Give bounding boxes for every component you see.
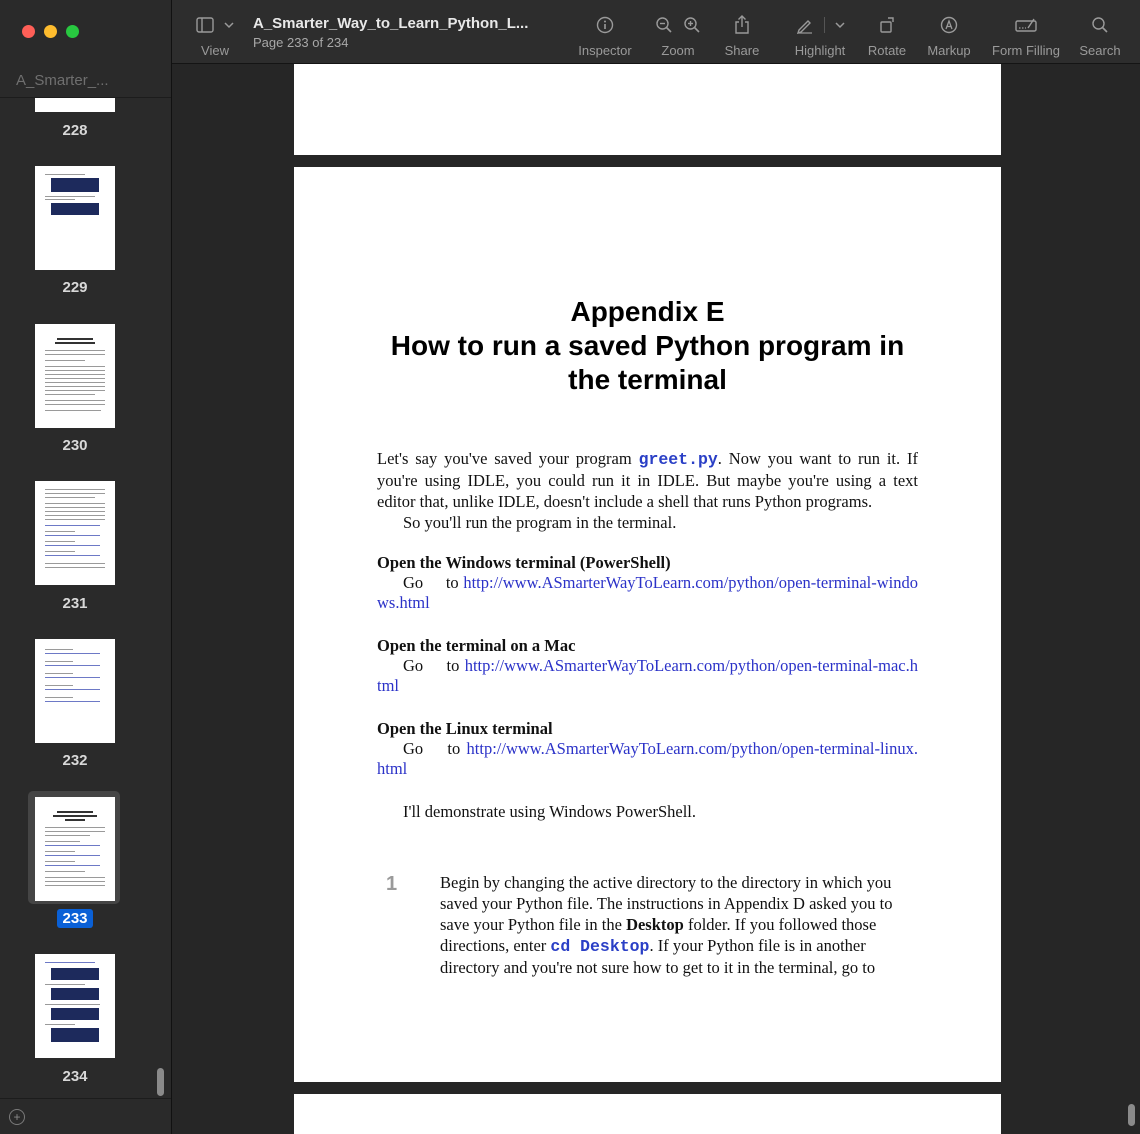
form-filling-label: Form Filling (992, 43, 1060, 58)
heading-line: Appendix E (570, 296, 725, 327)
markup-label: Markup (927, 43, 971, 58)
heading-line: the terminal (568, 364, 727, 395)
go-to-text: Go to (403, 739, 461, 758)
highlight-pen-icon (796, 16, 814, 34)
chevron-down-icon (224, 21, 234, 29)
page-thumbnail-234[interactable] (35, 954, 115, 1058)
form-filling-icon (1015, 17, 1037, 33)
toolbar (172, 0, 1140, 64)
page-number-228: 228 (62, 122, 88, 139)
view-button[interactable] (196, 14, 234, 58)
rotate-label: Rotate (867, 43, 907, 58)
zoom-group[interactable] (650, 14, 706, 58)
page-thumbnail-232[interactable] (35, 639, 115, 743)
page-number-233 (0, 910, 150, 927)
window-controls (22, 25, 79, 38)
page-number-232: 232 (62, 752, 88, 769)
previous-page (294, 64, 1001, 155)
section-heading: Open the terminal on a Mac (377, 636, 576, 655)
section-heading: Open the Linux terminal (377, 719, 553, 738)
search-icon (1091, 16, 1109, 34)
rotate-icon (878, 16, 896, 34)
inline-code: greet.py (638, 450, 718, 469)
mac-terminal-link[interactable]: http://www.ASmarterWayToLearn.com/python/open-terminal-mac.html (377, 656, 918, 695)
section-heading: Open the Windows terminal (PowerShell) (377, 553, 671, 572)
sidebar-toggle-icon (196, 17, 214, 33)
divider (0, 1098, 171, 1099)
chevron-down-icon[interactable] (835, 21, 845, 29)
zoom-label: Zoom (661, 43, 695, 58)
page-thumbnail-228[interactable] (35, 98, 115, 112)
demo-text: I'll demonstrate using Windows PowerShell. (403, 802, 697, 821)
inline-code: cd Desktop (550, 937, 650, 956)
share-icon (734, 15, 750, 35)
page-thumbnail-233[interactable] (35, 797, 115, 901)
search-button[interactable] (1076, 14, 1124, 58)
go-to-text: Go to (403, 656, 460, 675)
document-title: A_Smarter_Way_to_Learn_Python_L... (253, 15, 529, 32)
document-viewer[interactable] (172, 64, 1140, 1134)
form-filling-button[interactable] (988, 14, 1064, 58)
page-number-229: 229 (62, 279, 88, 296)
intro-paragraph: Let's say you've saved your program greet.py. Now you want to run it. If you're using IDLE, you could run it in IDLE. But maybe you're using a text editor that, unlike IDLE, doesn't include a shell that runs Python programs. So you'll run the program in the terminal. (377, 449, 918, 532)
step-number: 1 (386, 873, 398, 895)
heading-line: How to run a saved Python program in (390, 330, 905, 361)
inspector-label: Inspector (578, 43, 632, 58)
markup-button[interactable] (924, 14, 974, 58)
zoom-button[interactable] (66, 25, 79, 38)
go-to-text: Go to (403, 573, 459, 592)
link-paragraph (377, 656, 918, 696)
windows-terminal-link[interactable]: http://www.ASmarterWayToLearn.com/python/open-terminal-windows.html (377, 573, 919, 612)
close-button[interactable] (22, 25, 35, 38)
link-paragraph (377, 739, 918, 779)
page-thumbnail-230[interactable] (35, 324, 115, 428)
bold-text: Desktop (626, 915, 684, 934)
share-button[interactable] (720, 14, 764, 58)
zoom-in-icon[interactable] (683, 16, 701, 34)
zoom-out-icon[interactable] (655, 16, 673, 34)
selected-page-badge: 233 (57, 909, 92, 928)
highlight-button[interactable] (786, 14, 854, 58)
step-item: 1 Begin by changing the active directory to the directory in which you saved your Python file. The instructions in Appendix D asked you to save your Python file in the Desktop folder. If you followed those directions, enter cd Desktop. If your Python file is in another directory and you're not sure how to get to it in the terminal, go to (386, 873, 893, 977)
page-thumbnail-231[interactable] (35, 481, 115, 585)
page-thumbnail-229[interactable] (35, 166, 115, 270)
next-page (294, 1094, 1001, 1134)
share-label: Share (724, 43, 760, 58)
page-number-230: 230 (62, 437, 88, 454)
thumbnail-list[interactable] (0, 98, 171, 1098)
link-paragraph (377, 573, 918, 613)
inspector-button[interactable] (573, 14, 637, 58)
sidebar-scrollbar[interactable] (157, 1068, 164, 1096)
current-page (294, 167, 1001, 1082)
minimize-button[interactable] (44, 25, 57, 38)
add-icon[interactable]: + (9, 1109, 25, 1125)
page-number-231: 231 (62, 595, 88, 612)
page-number-234: 234 (62, 1068, 88, 1085)
markup-icon (940, 16, 958, 34)
info-icon (596, 16, 614, 34)
rotate-button[interactable] (864, 14, 910, 58)
highlight-label: Highlight (794, 43, 846, 58)
page-heading (377, 295, 918, 397)
intro-line: So you'll run the program in the terminal. (403, 513, 677, 532)
search-label: Search (1079, 43, 1121, 58)
thumbnail-sidebar (0, 0, 172, 1134)
linux-terminal-link[interactable]: http://www.ASmarterWayToLearn.com/python/open-terminal-linux.html (377, 739, 918, 778)
sidebar-title: A_Smarter_... (16, 72, 109, 89)
document-scrollbar[interactable] (1128, 1104, 1135, 1126)
page-indicator: Page 233 of 234 (253, 35, 349, 50)
view-label: View (201, 43, 229, 58)
